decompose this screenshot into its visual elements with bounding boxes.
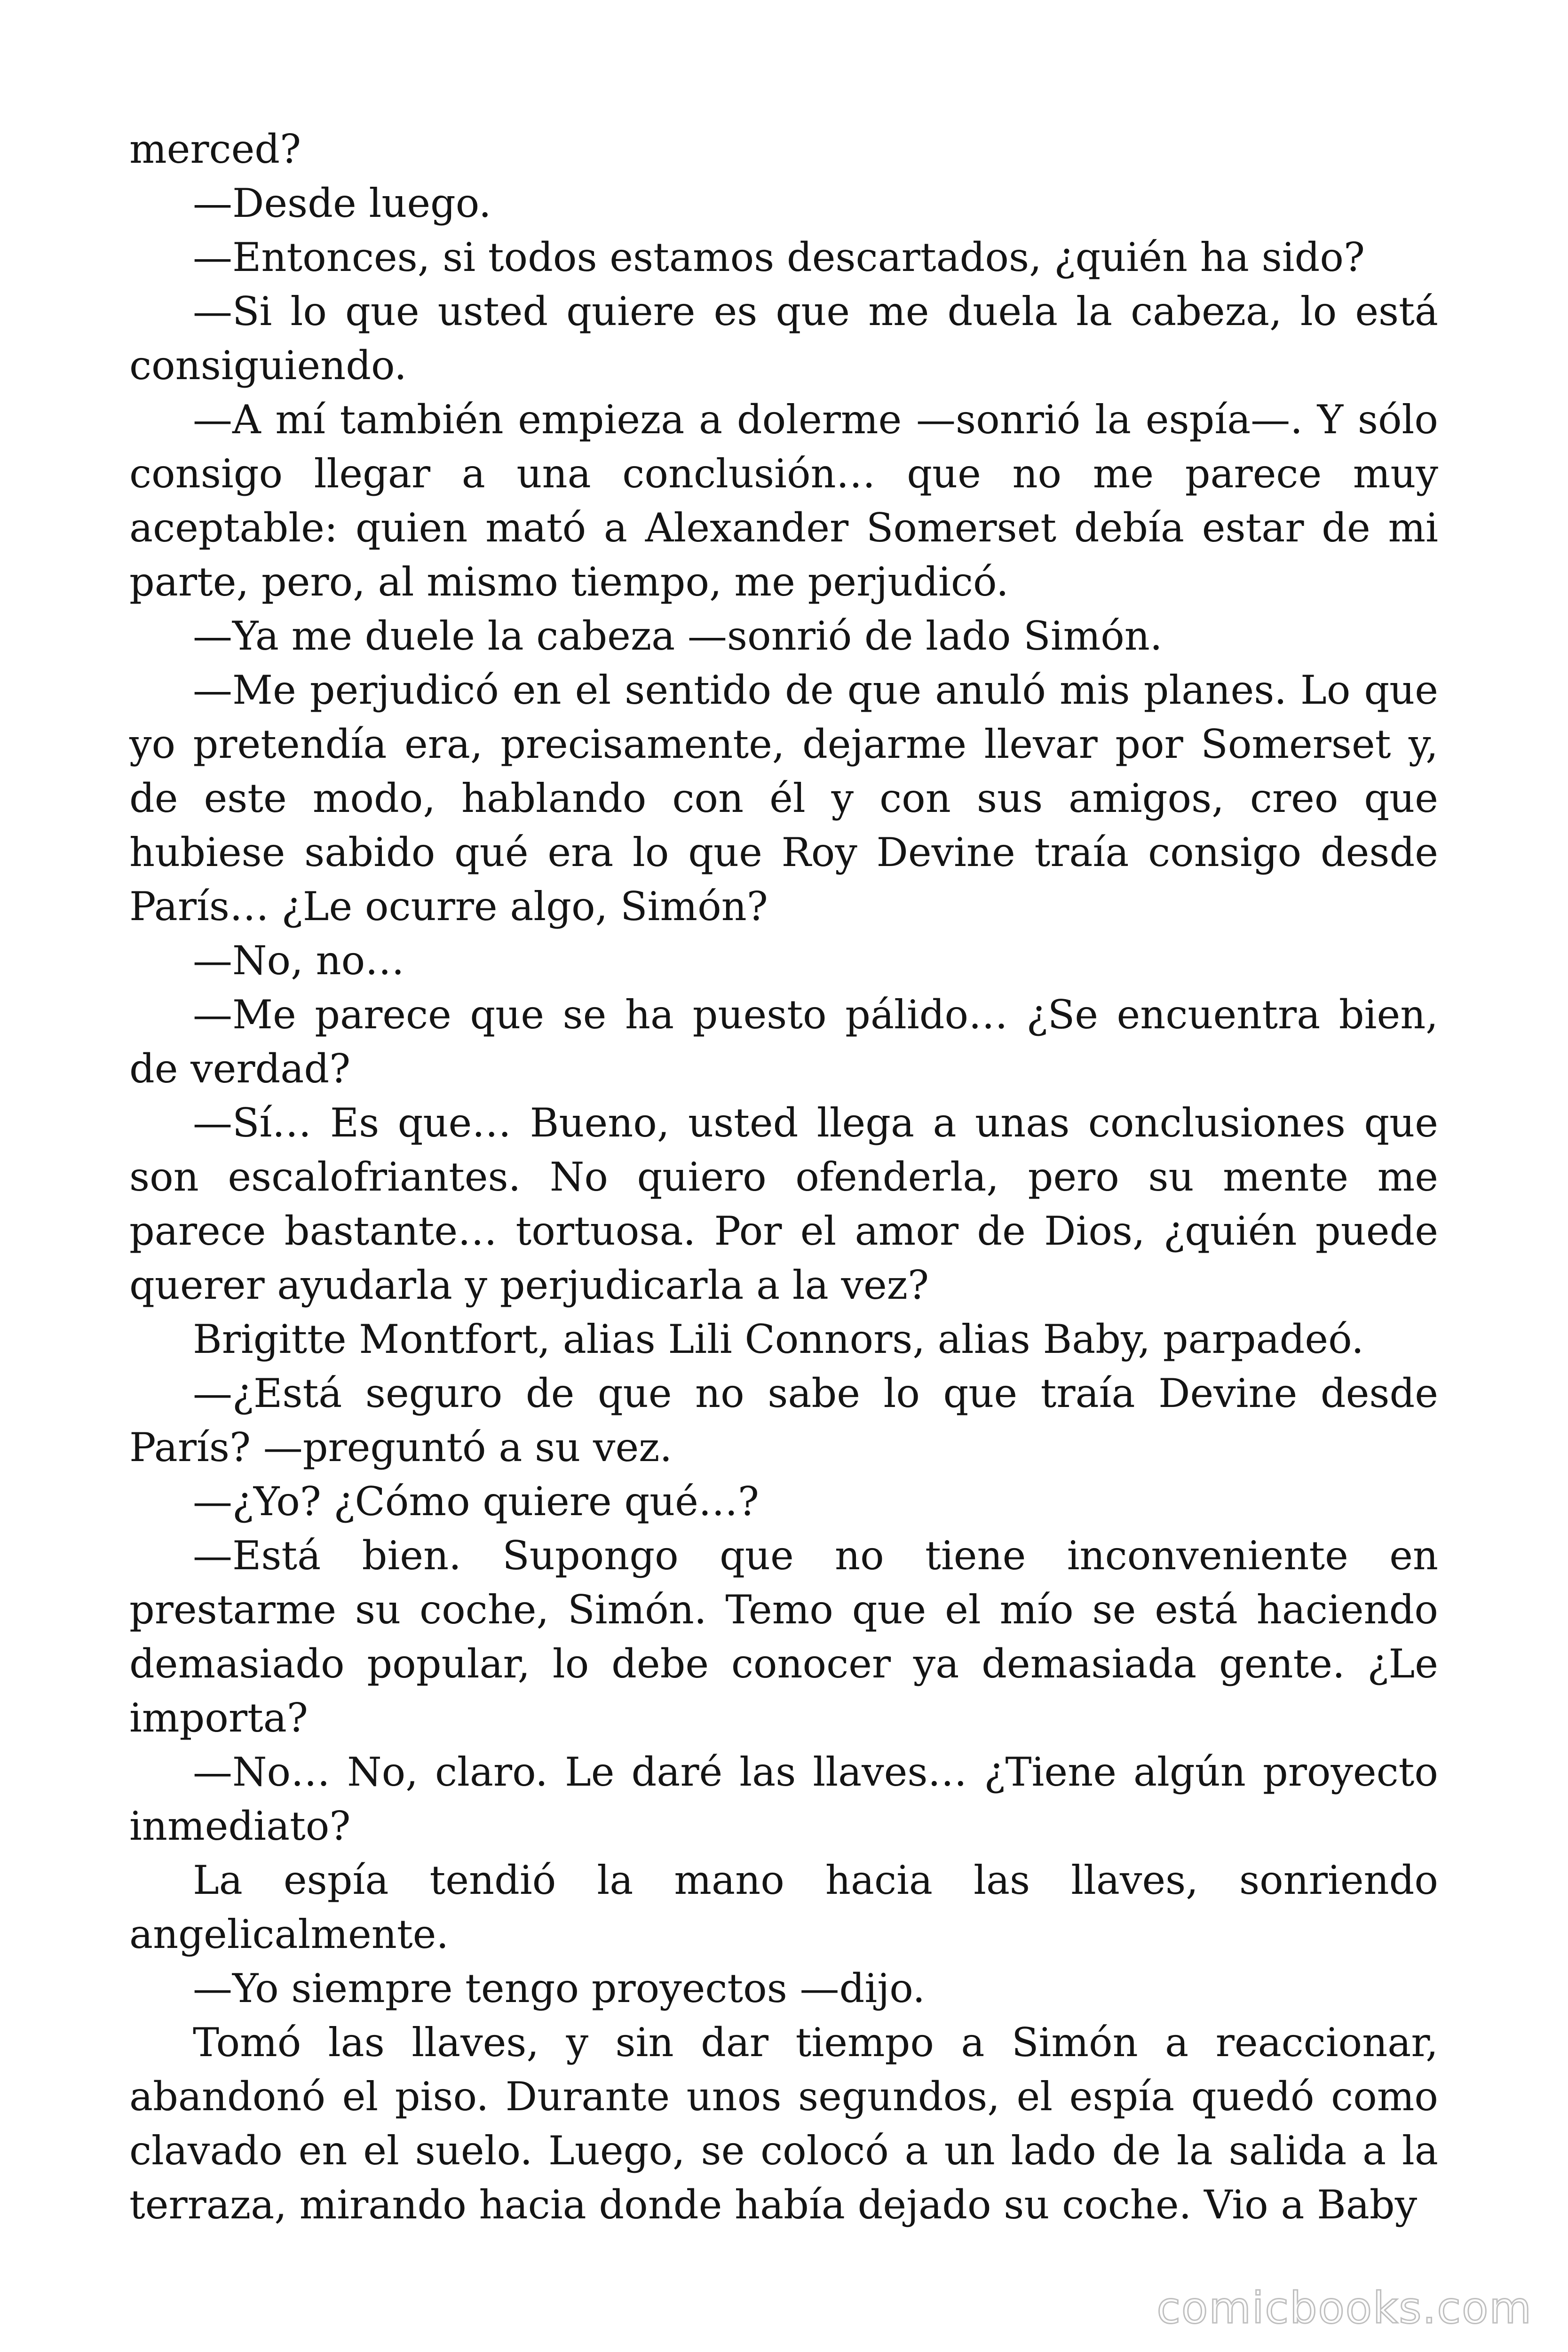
paragraph: —No, no… [193, 938, 405, 984]
paragraph: Tomó las llaves, y sin dar tiempo a Simón a reaccionar, abandonó el piso. Durante unos segundos, el espía quedó como clavado en el suelo. Luego, se colocó a un lado de la salida a la terraza, mirando hacia donde había dejado su coche. Vio a Baby [129, 2019, 1438, 2228]
paragraph: —Me perjudicó en el sentido de que anuló mis planes. Lo que yo pretendía era, precisamente, dejarme llevar por Somerset y, de este modo, hablando con él y con sus amigos, creo que hubiese sabido qué era lo que Roy Devine traía consigo desde París… ¿Le ocurre algo, Simón? [129, 667, 1438, 930]
paragraph: —Me parece que se ha puesto pálido… ¿Se encuentra bien, de verdad? [129, 992, 1438, 1092]
paragraph: La espía tendió la mano hacia las llaves, sonriendo angelicalmente. [129, 1857, 1438, 1957]
paragraph: —Está bien. Supongo que no tiene inconveniente en prestarme su coche, Simón. Temo que el mío se está haciendo demasiado popular, lo debe conocer ya demasiada gente. ¿Le importa? [129, 1533, 1438, 1741]
paragraph: Brigitte Montfort, alias Lili Connors, alias Baby, parpadeó. [193, 1316, 1364, 1362]
paragraph: —Ya me duele la cabeza —sonrió de lado Simón. [193, 613, 1163, 659]
paragraph: —Sí… Es que… Bueno, usted llega a unas conclusiones que son escalofriantes. No quiero ofenderla, pero su mente me parece bastante… tortuosa. Por el amor de Dios, ¿quién puede querer ayudarla y perjudicarla a la vez? [129, 1100, 1438, 1308]
paragraph: —No… No, claro. Le daré las llaves… ¿Tiene algún proyecto inmediato? [129, 1749, 1438, 1849]
paragraph: —Entonces, si todos estamos descartados, ¿quién ha sido? [193, 234, 1365, 280]
watermark: comicbooks.com [1156, 2283, 1532, 2333]
paragraph: —¿Yo? ¿Cómo quiere qué…? [193, 1478, 759, 1525]
paragraph: —Si lo que usted quiere es que me duela la cabeza, lo está consiguiendo. [129, 288, 1438, 389]
paragraph: —A mí también empieza a dolerme —sonrió la espía—. Y sólo consigo llegar a una conclusión… que no me parece muy aceptable: quien mató a Alexander Somerset debía estar de mi parte, pero, al mismo tiempo, me perjudicó. [129, 397, 1438, 605]
paragraph: merced? [129, 126, 301, 172]
paragraph: —Desde luego. [193, 180, 491, 226]
paragraph: —Yo siempre tengo proyectos —dijo. [193, 1965, 926, 2011]
paragraph: —¿Está seguro de que no sabe lo que traía Devine desde París? —preguntó a su vez. [129, 1370, 1438, 1470]
body-text [129, 122, 1438, 2232]
